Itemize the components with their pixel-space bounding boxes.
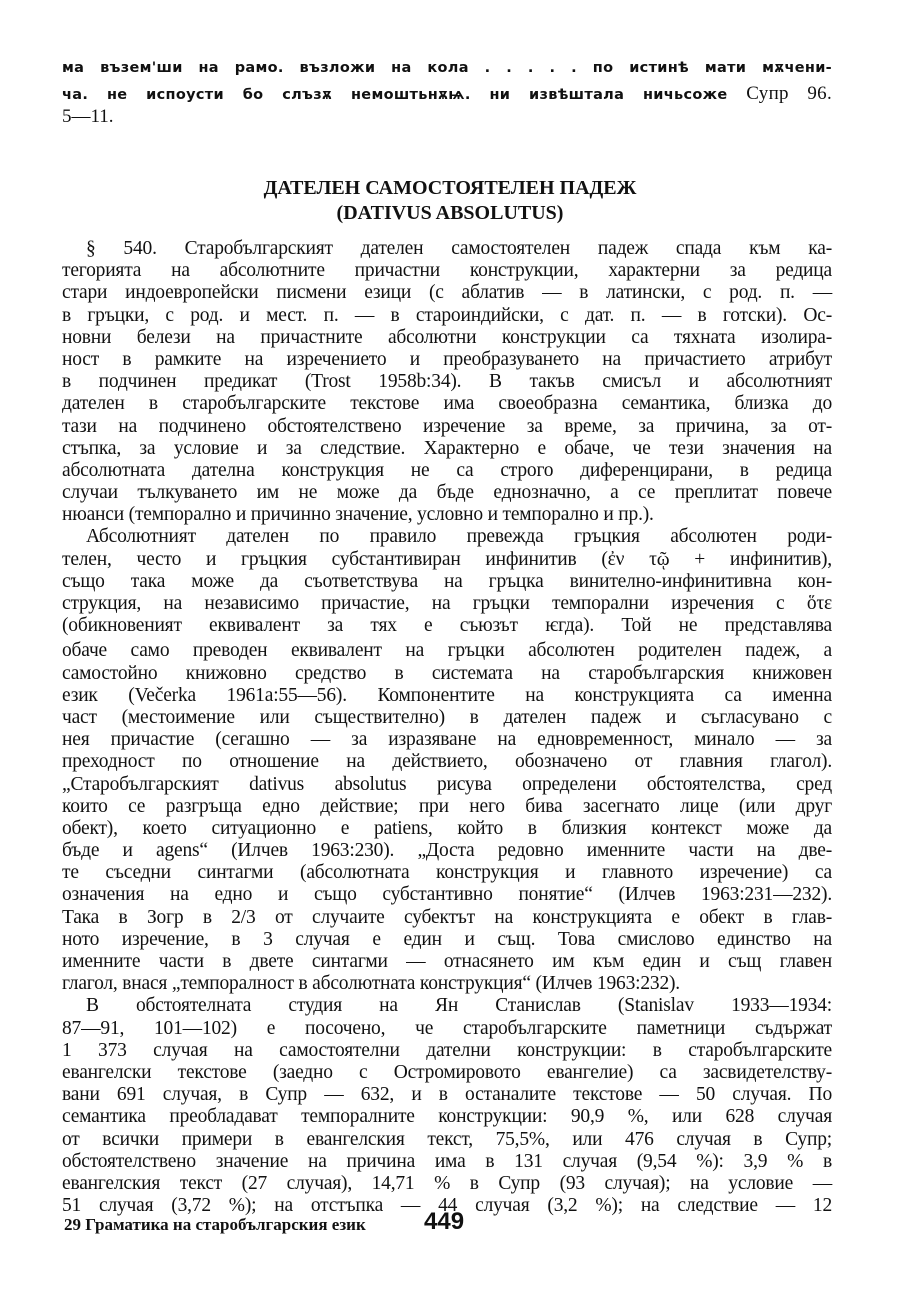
text-line: ното изречение, в 3 случая е един и същ. Това смислово единство на (62, 928, 832, 950)
quote-line (62, 81, 832, 106)
text-line: евангелския текст (27 случая), 14,71 % в Супр (93 случая); на условие — (62, 1172, 832, 1194)
text-line: „Старобългарският dativus absolutus рисува определени обстоятелства, сред (62, 773, 832, 795)
text-line: именните части в двете синтагми — отнасянето им към един и същ главен (62, 951, 832, 972)
quote-reference: Супр 96. (746, 83, 832, 104)
text-line: в гръцки, с род. и мест. п. — в староиндийски, с дат. п. — в готски). Ос- (62, 304, 832, 326)
printer-signature: 29 Граматика на старобългарския език (64, 1215, 366, 1234)
text-line: тегорията на абсолютните причастни конструкции, характерни за редица (62, 260, 832, 282)
text-line: 87—91, 101—102) е посочено, че старобългарските паметници съдържат (62, 1017, 832, 1039)
section-title: ДАТЕЛЕН САМОСТОЯТЕЛЕН ПАДЕЖ (263, 177, 637, 199)
text-line: семантика преобладават темпоралните конструкции: 90,9 %, или 628 случая (62, 1106, 832, 1128)
quote-text: ча. не испоусти бо слъзѫ немоштьнѫѩ. ни извѣштала ничьсоже (62, 87, 728, 103)
text-line: в подчинен предикат (Trost 1958b:34). В такъв смисъл и абсолютният (62, 371, 832, 393)
text-line: бъде и agens“ (Илчев 1963:230). „Доста редовно именните части на две- (62, 840, 832, 862)
text-line: (обикновеният еквивалент за тях е съюзът ѥгда). Той не представлява (62, 615, 832, 637)
text-line: телен, често и гръцкия субстантивиран инфинитив (ἐν τῷ + инфинитив), (62, 548, 832, 570)
text-line: стари индоевропейски писмени езици (с аблатив — в латински, с род. п. — (62, 282, 832, 304)
text-line: те съседни синтагми (абсолютната конструкция и главното изречение) са (62, 862, 832, 884)
text-line: част (местоимение или съществително) в дателен падеж и съгласувано с (62, 706, 832, 728)
text-line: глагол, внася „темпоралност в абсолютната конструкция“ (Илчев 1963:232). (62, 973, 680, 995)
text-line: тази на подчинено обстоятелствено изречение за време, за причина, за от- (62, 415, 832, 437)
quote-reference-end: 5—11. (62, 106, 114, 127)
quote-line: ма възем'ши на рамо. възложи на кола . . . . . по истинѣ мати мѫчени- (62, 60, 832, 76)
text-line: В обстоятелната студия на Ян Станислав (Stanislav 1933—1934: (86, 995, 832, 1017)
text-line: които се разгръща едно действие; при него бива засегнато лице (или друг (62, 795, 832, 817)
text-line: абсолютната дателна конструкция не са строго диференцирани, в редица (62, 459, 832, 481)
text-line: език (Večerka 1961a:55—56). Компонентите на конструкцията са именна (62, 684, 832, 706)
section-subtitle: (DATIVUS ABSOLUTUS) (336, 202, 564, 224)
text-line: преходност по отношение на действието, обозначено от главния глагол). (62, 751, 832, 773)
text-line: 51 случая (3,72 %); на отстъпка — 44 случая (3,2 %); на следствие — 12 (62, 1195, 832, 1217)
text-line: нюанси (темпорално и причинно значение, условно и темпорално и пр.). (62, 504, 654, 526)
text-line: Абсолютният дателен по правило превежда гръцкия абсолютен роди- (86, 526, 832, 548)
quote-block (62, 56, 832, 128)
text-line: стъпка, за условие и за следствие. Характерно е обаче, че тези значения на (62, 437, 832, 459)
text-line: нея причастие (сегашно — за изразяване на едновременност, минало — за (62, 729, 832, 751)
text-line: също така може да съответствува на гръцка винително-инфинитивна кон- (62, 570, 832, 592)
text-line: обаче само преводен еквивалент на гръцки абсолютен родителен падеж, а (62, 640, 832, 662)
text-line: дателен в старобългарските текстове има своеобразна семантика, близка до (62, 393, 832, 415)
page-number: 449 (424, 1208, 465, 1235)
text-line: 1 373 случая на самостоятелни дателни конструкции: в старобългарските (62, 1039, 832, 1061)
body-text (62, 238, 832, 1217)
text-line: обстоятелствено значение на причина има в 131 случая (9,54 %): 3,9 % в (62, 1150, 832, 1172)
text-line: самостойно книжовно средство в системата на старобългарския книжовен (62, 662, 832, 684)
text-line: ност в рамките на изречението и преобразуването на причастието атрибут (62, 348, 832, 370)
text-line: евангелски текстове (заедно с Остромировото евангелие) са засвидетелству- (62, 1061, 832, 1083)
text-line: § 540. Старобългарският дателен самостоятелен падеж спада към ка- (86, 238, 832, 259)
text-line: струкция, на независимо причастие, на гръцки темпорални изречения с ὅτε (62, 593, 832, 614)
text-line: Така в Зогр в 2/3 от случаите субектът на конструкцията е обект в глав- (62, 906, 832, 928)
text-line: от всички примери в евангелския текст, 75,5%, или 476 случая в Супр; (62, 1128, 832, 1150)
text-line: обект), което ситуационно е patiens, който в близкия контекст може да (62, 817, 832, 839)
text-line: новни белези на причастните абсолютни конструкции са тяхната изолира- (62, 326, 832, 348)
text-line: вани 691 случая, в Супр — 632, и в останалите текстове — 50 случая. По (62, 1084, 832, 1106)
text-line: означения на едно и също субстантивно понятие“ (Илчев 1963:231—232). (62, 884, 832, 906)
text-line: случаи тълкуването им не може да бъде еднозначно, а се преплитат повече (62, 482, 832, 504)
